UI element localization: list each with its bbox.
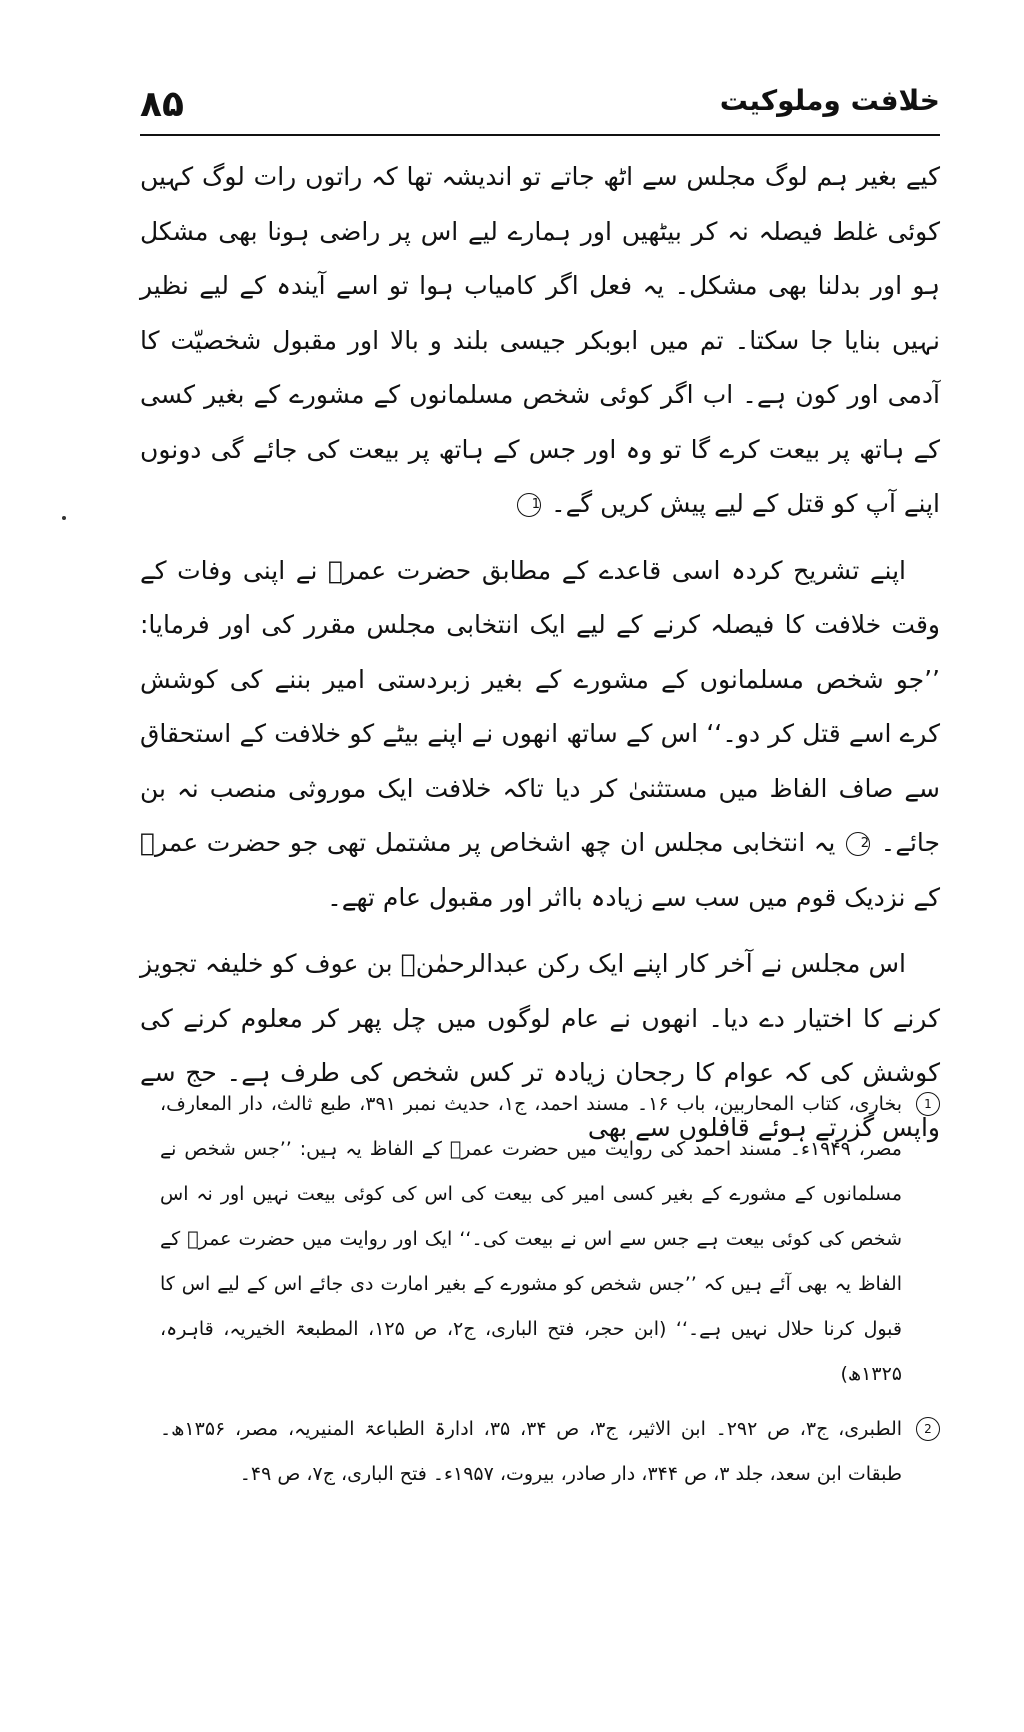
footnote-ref-1: 1 — [517, 493, 541, 517]
header-rule — [140, 134, 940, 136]
scan-speck — [62, 516, 66, 520]
footnote-number: 1 — [916, 1092, 940, 1116]
paragraph-1-text: کیے بغیر ہم لوگ مجلس سے اٹھ جاتے تو اندیشہ تھا کہ راتوں رات لوگ کہیں کوئی غلط فیصلہ نہ کر بیٹھیں اور ہمارے لیے اس پر راضی ہونا بھی مشکل ہو اور بدلنا بھی مشکل۔ یہ فعل اگر کامیاب ہوا تو اسے آیندہ کے لیے نظیر نہیں بنایا جا سکتا۔ تم میں ابوبکر جیسی بلند و بالا اور مقبول شخصیّت کا آدمی اور کون ہے۔ اب اگر کوئی شخص مسلمانوں کے مشورے کے بغیر کسی کے ہاتھ پر بیعت کرے گا تو وہ اور جس کے ہاتھ پر بیعت کی جائے گی دونوں اپنے آپ کو قتل کے لیے پیش کریں گے۔ — [140, 162, 940, 518]
page-header — [140, 80, 940, 140]
footnote-2 — [160, 1407, 940, 1497]
footnote-1 — [160, 1082, 940, 1397]
paragraph-2-text-b: یہ انتخابی مجلس ان چھ اشخاص پر مشتمل تھی جو حضرت عمرؓ کے نزدیک قوم میں سب سے زیادہ بااثر اور مقبول عام تھے۔ — [140, 828, 940, 912]
paragraph-1 — [140, 150, 940, 532]
footnote-number: 2 — [916, 1417, 940, 1441]
paragraph-2-text-a: اپنے تشریح کردہ اسی قاعدے کے مطابق حضرت عمرؓ نے اپنی وفات کے وقت خلافت کا فیصلہ کرنے کے لیے ایک انتخابی مجلس مقرر کی اور فرمایا: ’’جو شخص مسلمانوں کے مشورے کے بغیر زبردستی امیر بننے کی کوشش کرے اسے قتل کر دو۔‘‘ اس کے ساتھ انھوں نے اپنے بیٹے کو خلافت کے استحقاق سے صاف الفاظ میں مستثنیٰ کر دیا تاکہ خلافت ایک موروثی منصب نہ بن جائے۔ — [140, 555, 940, 857]
page-number: ۸۵ — [140, 84, 184, 125]
footnotes — [160, 1082, 940, 1507]
paragraph-2 — [140, 544, 940, 926]
paragraph-3-text: اس مجلس نے آخر کار اپنے ایک رکن عبدالرحمٰنؓ بن عوف کو خلیفہ تجویز کرنے کا اختیار دے دیا۔ انھوں نے عام لوگوں میں چل پھر کر معلوم کرنے کی کوشش کی کہ عوام کا رجحان زیادہ تر کس شخص کی طرف ہے۔ حج سے واپس گزرتے ہوئے قافلوں سے بھی — [140, 949, 940, 1142]
main-text — [140, 150, 940, 1167]
running-title: خلافت وملوکیت — [719, 84, 940, 117]
footnote-text: بخاری، کتاب المحاربین، باب ۱۶۔ مسند احمد، ج۱، حدیث نمبر ۳۹۱، طبع ثالث، دار المعارف، مصر، ۱۹۴۹ء۔ مسند احمد کی روایت میں حضرت عمرؓ کے الفاظ یہ ہیں: ’’جس شخص نے مسلمانوں کے مشورے کے بغیر کسی امیر کی بیعت کی اس کی کوئی بیعت نہیں اور نہ اس شخص کی کوئی بیعت ہے جس سے اس نے بیعت کی۔‘‘ ایک اور روایت میں حضرت عمرؓ کے الفاظ یہ بھی آئے ہیں کہ ’’جس شخص کو مشورے کے بغیر امارت دی جائے اس کے لیے اس کا قبول کرنا حلال نہیں ہے۔‘‘ (ابن حجر، فتح الباری، ج۲، ص ۱۲۵، المطبعۃ الخیریہ، قاہرہ، ۱۳۲۵ھ) — [160, 1093, 903, 1385]
footnote-text: الطبری، ج۳، ص ۲۹۲۔ ابن الاثیر، ج۳، ص ۳۴، ۳۵، ادارۃ الطباعۃ المنیریہ، مصر، ۱۳۵۶ھ۔ طبقات ابن سعد، جلد ۳، ص ۳۴۴، دار صادر، بیروت، ۱۹۵۷ء۔ فتح الباری، ج۷، ص ۴۹۔ — [160, 1418, 903, 1485]
footnote-ref-2: 2 — [846, 832, 870, 856]
